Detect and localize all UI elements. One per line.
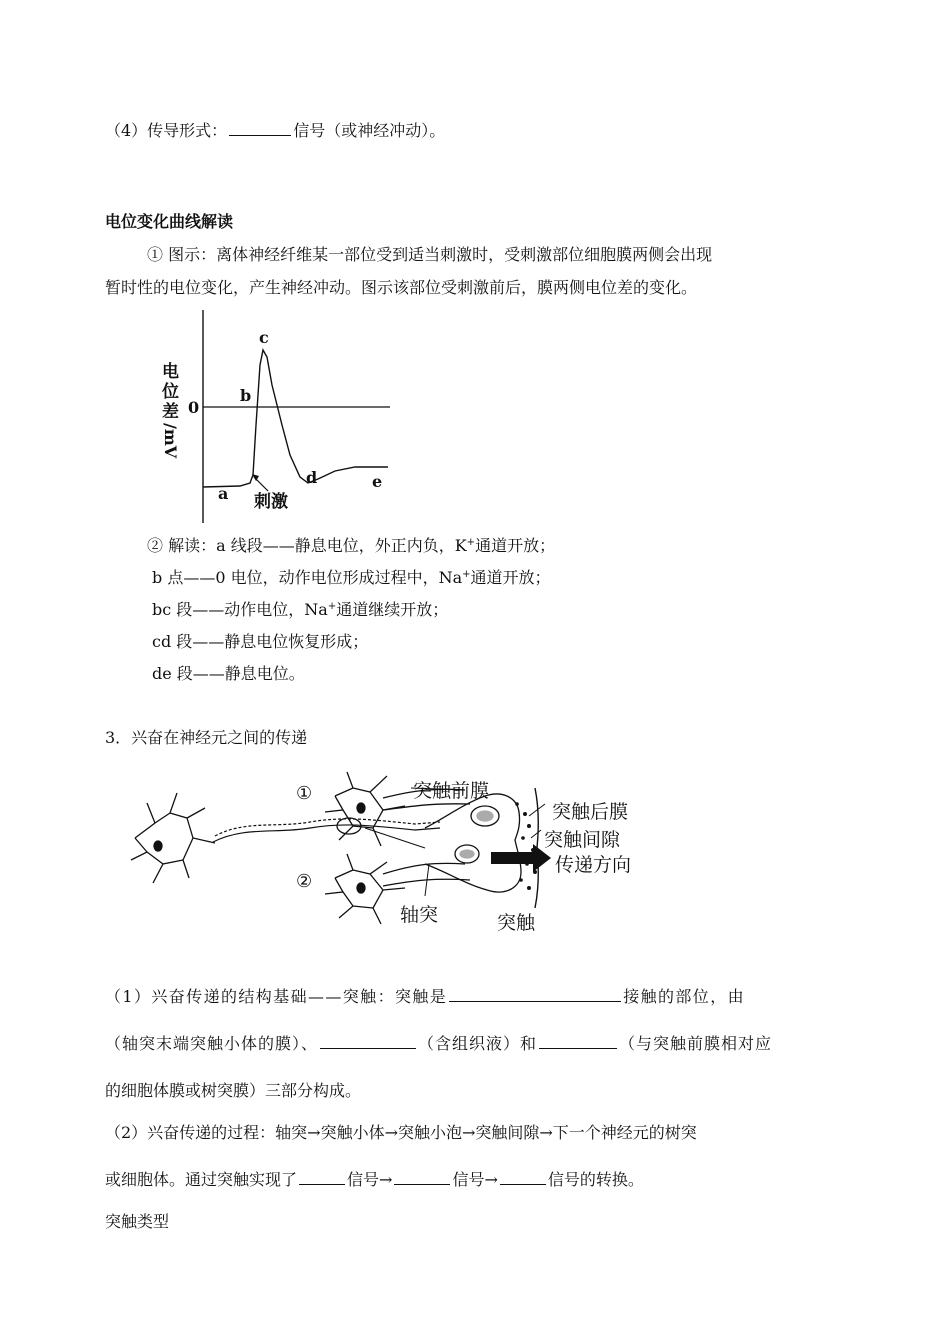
label-num-1: ① bbox=[296, 783, 313, 804]
potential-curve bbox=[203, 350, 388, 487]
blank-contact[interactable] bbox=[449, 1000, 621, 1002]
neuron-2 bbox=[325, 854, 470, 924]
potential-graph bbox=[150, 305, 410, 525]
section-title: 电位变化曲线解读 bbox=[105, 212, 234, 231]
point-d: d bbox=[306, 468, 318, 487]
label-axon: 轴突 bbox=[400, 904, 439, 926]
point-a: a bbox=[218, 484, 229, 503]
q2-line1: （2）兴奋传递的过程：轴突→突触小体→突触小泡→突触间隙→下一个神经元的树突 bbox=[105, 1123, 697, 1142]
line-4-prefix: （4）传导形式： bbox=[105, 121, 228, 140]
line-4 bbox=[105, 118, 445, 141]
interpret-a: ② 解读：a 线段——静息电位，外正内负，K+通道开放； bbox=[147, 536, 556, 555]
point-b: b bbox=[240, 386, 252, 405]
axon-line bbox=[213, 825, 440, 842]
label-pre-membrane: 突触前膜 bbox=[413, 780, 490, 802]
label-synapse: 突触 bbox=[497, 912, 536, 934]
y-axis-label bbox=[161, 361, 180, 459]
zero-label: 0 bbox=[188, 398, 200, 417]
ylabel-unit: /mV bbox=[161, 423, 180, 459]
synapse-types-heading: 突触类型 bbox=[105, 1212, 170, 1231]
pointer-arrow bbox=[365, 828, 425, 848]
diagram-desc-line1: ① 图示：离体神经纤维某一部位受到适当刺激时，受刺激部位细胞膜两侧会出现 bbox=[147, 245, 713, 264]
label-num-2: ② bbox=[296, 871, 313, 892]
blank-cleft[interactable] bbox=[320, 1047, 416, 1049]
left-neuron bbox=[131, 793, 215, 883]
diagram-desc-line2: 暂时性的电位变化，产生神经冲动。图示该部位受刺激前后，膜两侧电位差的变化。 bbox=[105, 278, 698, 297]
line-4-suffix: 信号（或神经冲动）。 bbox=[293, 121, 446, 140]
label-post-membrane: 突触后膜 bbox=[552, 801, 629, 823]
interpret-cd: cd 段——静息电位恢复形成； bbox=[152, 632, 369, 651]
ylabel-char-1: 电 bbox=[162, 362, 179, 382]
q2-line2: 或细胞体。通过突触实现了 信号→ 信号→ 信号的转换。 bbox=[105, 1170, 644, 1189]
section-3-title: 3．兴奋在神经元之间的传递 bbox=[105, 728, 308, 747]
ylabel-char-3: 差 bbox=[162, 402, 179, 422]
q1-line3: 的细胞体膜或树突膜）三部分构成。 bbox=[105, 1081, 362, 1100]
blank-signal-2[interactable] bbox=[394, 1183, 450, 1185]
myelin-line bbox=[215, 819, 440, 836]
blank-signal[interactable] bbox=[229, 134, 291, 136]
q1-line2: （轴突末端突触小体的膜）、 （含组织液）和 （与突触前膜相对应 bbox=[105, 1034, 773, 1053]
blank-signal-1[interactable] bbox=[299, 1183, 345, 1185]
q1-line1: （1）兴奋传递的结构基础——突触：突触是 接触的部位，由 bbox=[105, 987, 745, 1006]
label-cleft: 突触间隙 bbox=[544, 829, 621, 851]
synaptic-terminal bbox=[425, 794, 521, 892]
point-e: e bbox=[372, 472, 383, 491]
blank-signal-3[interactable] bbox=[500, 1183, 546, 1185]
point-c: c bbox=[259, 328, 269, 347]
leader-cleft bbox=[531, 830, 541, 838]
stimulus-label: 刺激 bbox=[254, 492, 288, 512]
blank-post-membrane[interactable] bbox=[539, 1047, 617, 1049]
interpret-b: b 点——0 电位，动作电位形成过程中，Na+通道开放； bbox=[152, 568, 551, 587]
interpret-bc: bc 段——动作电位，Na+通道继续开放； bbox=[152, 600, 449, 619]
stimulus-arrow-head bbox=[252, 474, 259, 481]
ylabel-char-2: 位 bbox=[162, 382, 179, 402]
interpret-de: de 段——静息电位。 bbox=[152, 664, 305, 683]
label-direction: 传递方向 bbox=[555, 854, 632, 876]
